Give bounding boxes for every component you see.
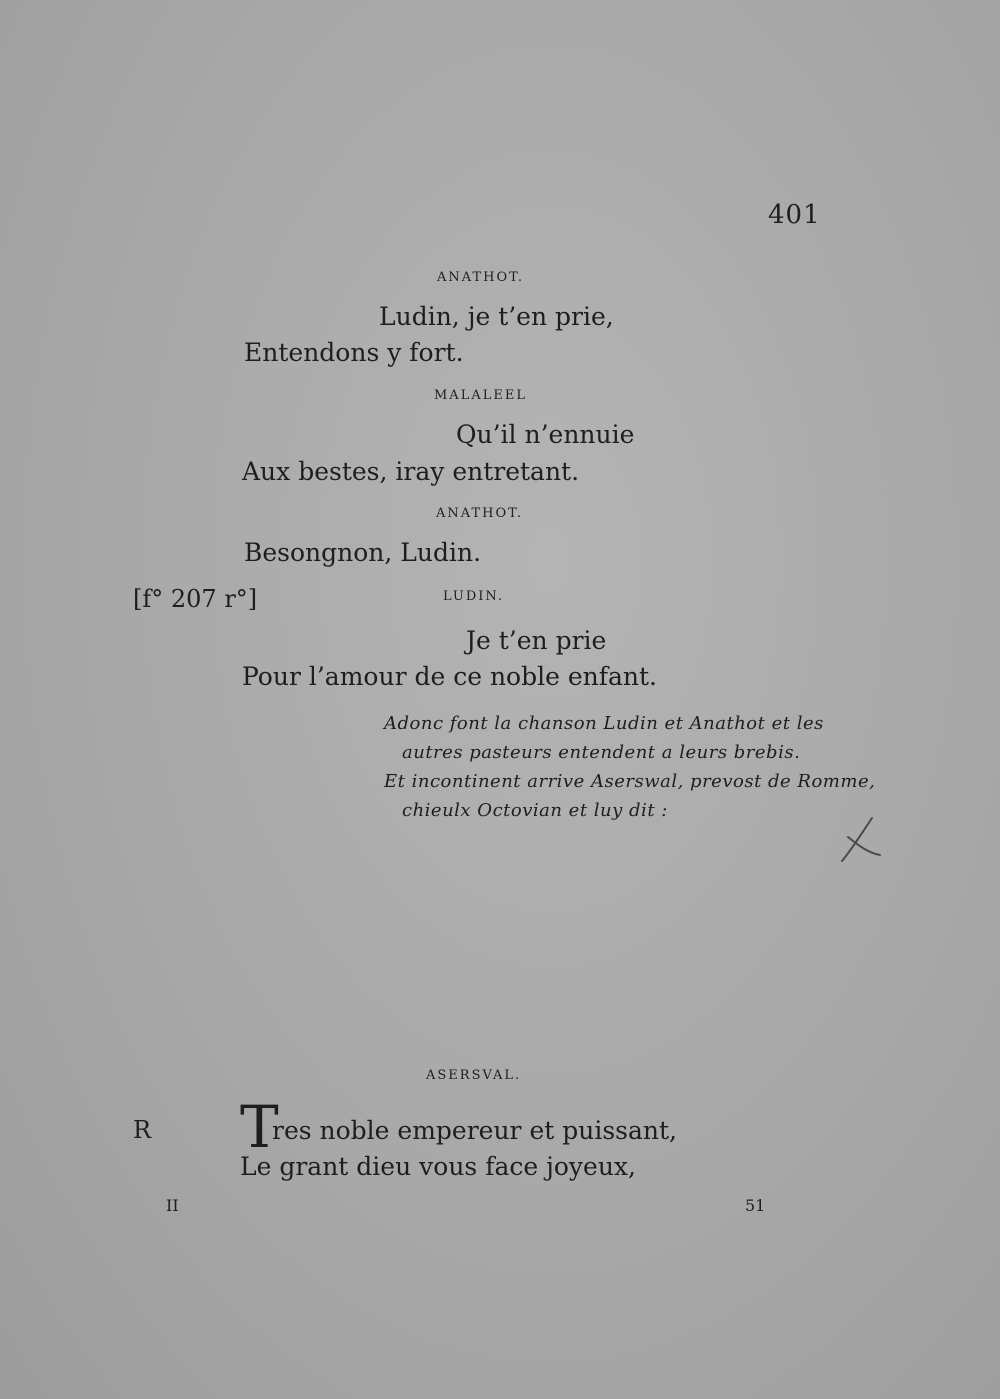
stage-direction-line: autres pasteurs entendent a leurs brebis. [402,742,801,763]
folio-reference: [f° 207 r°] [133,585,258,613]
verse-line: res noble empereur et puissant, [272,1116,678,1145]
drop-capital: T [240,1093,279,1161]
stage-direction [384,709,875,825]
stage-direction-line: chieulx Octovian et luy dit : [402,800,668,821]
page-number: 401 [768,200,821,230]
speaker-heading: MALALEEL [434,388,527,403]
verse-line: Besongnon, Ludin. [244,538,482,567]
speaker-heading: LUDIN. [443,589,505,604]
signature-right: 51 [745,1196,766,1215]
verse-line: Entendons y fort. [244,338,464,367]
speaker-heading: ASERSVAL. [426,1068,522,1083]
verse-line: Ludin, je t’en prie, [379,302,614,331]
verse-line: Je t’en prie [466,626,607,655]
verse-line: Le grant dieu vous face joyeux, [240,1152,636,1181]
verse-line: Aux bestes, iray entretant. [242,457,580,486]
stage-direction-line: Et incontinent arrive Aserswal, prevost de Romme, [384,771,876,792]
stage-direction-line: Adonc font la chanson Ludin et Anathot et les [384,713,824,734]
signature-left: II [166,1196,179,1215]
verse-line: Pour l’amour de ce noble enfant. [242,662,657,691]
margin-letter: R [133,1116,152,1144]
pencil-x-mark [838,815,882,863]
speaker-heading: ANATHOT. [436,506,523,521]
verse-line: Qu’il n’ennuie [456,420,635,449]
speaker-heading: ANATHOT. [437,270,524,285]
